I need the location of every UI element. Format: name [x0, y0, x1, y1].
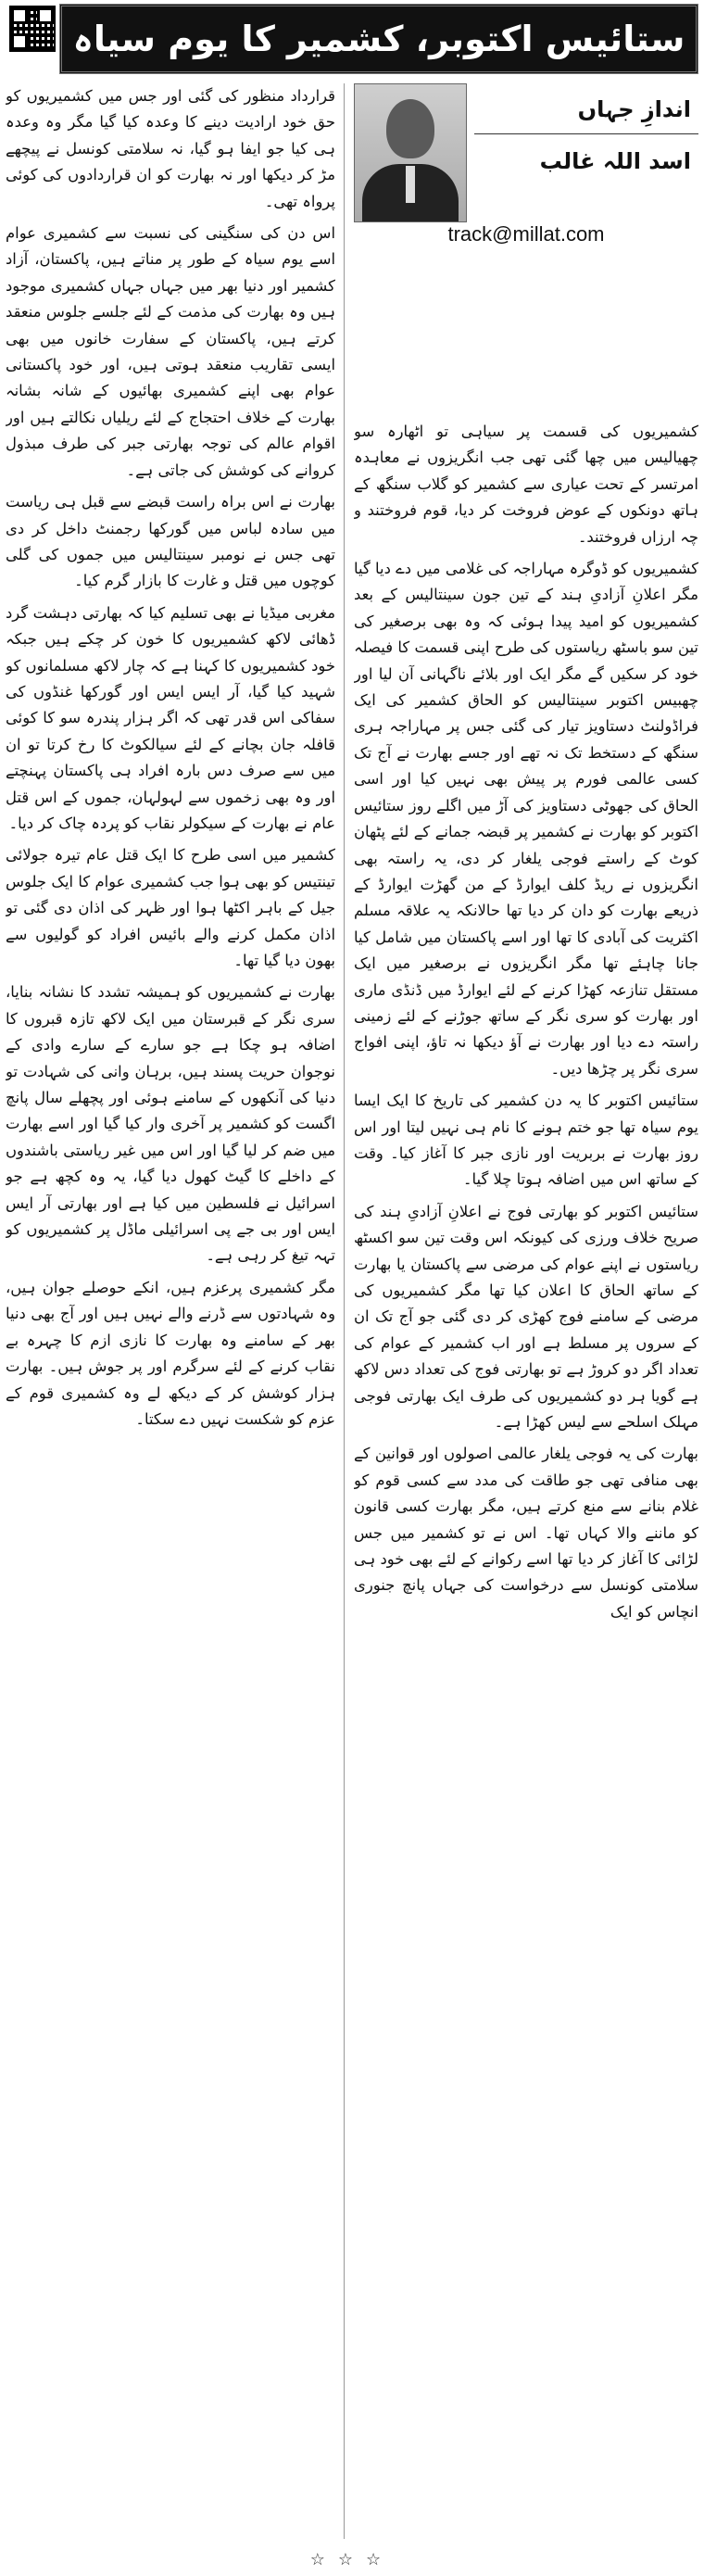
paragraph: مغربی میڈیا نے بھی تسلیم کیا کہ بھارتی دہشت گرد ڈھائی لاکھ کشمیریوں کا خون کر چکے ہیں جبکہ خود کشمیریوں کا کہنا ہے کہ چار لاکھ مسلمانوں کو شہید کیا گیا، آر ایس ایس اور گورکھا غنڈوں کی سفاکی اس قدر تھی کہ اگر ہزار پندرہ سو کا کوئی قافلہ جان بچانے کے لئے سیالکوٹ کا رخ کرتا تو ان میں سے صرف دس بارہ افراد ہی پاکستان پہنچتے اور وہ بھی زخموں سے لہولہان، جموں کے اس قتل عام نے بھارت کے سیکولر نقاب کو پردہ چاک کر دیا۔: [6, 603, 335, 832]
paragraph: بھارت نے کشمیریوں کو ہمیشہ تشدد کا نشانہ بنایا، سری نگر کے قبرستان میں ایک لاکھ تازہ قبروں کا اضافہ ہو چکا ہے جو سارے کے سارے وادی کے نوجوان حریت پسند ہیں، برہان وانی کی شہادت تو دنیا کی آنکھوں کے سامنے ہوئی اور پچھلے سال پانچ اگست کو کشمیر پر آخری وار کیا گیا اور اسے بھارت میں ضم کر لیا گیا اور اس میں غیر ریاستی باشندوں کے داخلے کا گیٹ کھول دیا گیا، یہ وہ کچھ ہے جو اسرائیل نے فلسطین میں کیا ہے اور بھارتی آر ایس ایس اور بی جے پی اسرائیلی ماڈل پر کشمیریوں کو تہہ تیغ کر رہی ہے۔: [6, 983, 335, 1265]
paragraph: قرارداد منظور کی گئی اور جس میں کشمیریوں کو حق خود ارادیت دینے کا وعدہ کیا گیا مگر وہ وعدہ ہی کیا جو ایفا ہو گیا، نہ سلامتی کونسل نے پیچھے مڑ کر دیکھا اور نہ بھارت کو ان قراردادوں کی کوئی پرواہ تھی۔: [6, 87, 335, 210]
paragraph: ستائیس اکتوبر کا یہ دن کشمیر کی تاریخ کا ایک ایسا یوم سیاہ تھا جو ختم ہونے کا نام ہی نہیں لیتا اور اس روز بھارت نے بربریت اور نازی جبر کا آغاز کیا۔ وقت کے ساتھ اس میں اضافہ ہوتا چلا گیا۔: [354, 1092, 698, 1189]
end-ornament: ☆☆☆: [309, 2550, 395, 2570]
paragraph: کشمیریوں کی قسمت پر سیاہی تو اٹھارہ سو چھیالیس میں چھا گئی تھی جب انگریزوں نے معاہدہ امرتسر کے تحت عیاری سے کشمیر کو گلاب سنگھ کے ہاتھ دونکوں کے عوض فروخت کر دیا، قوم فروختند و چہ ارزاں فروختند۔: [354, 423, 698, 546]
column-divider: [344, 83, 345, 2539]
paragraph: اس دن کی سنگینی کی نسبت سے کشمیری عوام اسے یوم سیاہ کے طور پر مناتے ہیں، پاکستان، آزاد کشمیر اور دنیا بھر میں جہاں جہاں کشمیری موجود ہیں وہ بھارت کی مذمت کے لئے جلسے جلوس منعقد کرتے ہیں، پاکستان کے سفارت خانوں میں بھی ایسی تقاریب منعقد ہوتی ہیں، اور خود پاکستانی عوام بھی اپنے کشمیری بھائیوں کے شانہ بشانہ بھارت کے خلاف احتجاج کے لئے ریلیاں نکالتے ہیں اور اقوام عالم کی توجہ بھارتی جبر کی طرف مبذول کروانے کی کوشش کی جاتی ہے۔: [6, 224, 335, 479]
author-photo: [354, 83, 467, 222]
headline: ستائیس اکتوبر، کشمیر کا یوم سیاہ: [72, 19, 685, 59]
paragraph: کشمیر میں اسی طرح کا ایک قتل عام تیرہ جولائی تینتیس کو بھی ہوا جب کشمیری عوام کا ایک جلوس جیل کے باہر اکٹھا ہوا اور ظہر کی اذان دی گئی تو اذان مکمل کرنے والے بائیس افراد کو گولیوں سے بھون دیا گیا تھا۔: [6, 846, 335, 969]
qr-code: [9, 6, 56, 52]
paragraph: ستائیس اکتوبر کو بھارتی فوج نے اعلانِ آزادیِ ہند کی صریح خلاف ورزی کی کیونکہ اس وقت تین سو اکسٹھ ریاستوں نے اپنے عوام کی مرضی سے پاکستان یا بھارت کے ساتھ الحاق کا اعلان کیا تھا مگر کشمیریوں کی مرضی کے سامنے فوج کھڑی کر دی گئی جو آج تک ان کے سروں پر مسلط ہے اور اب کشمیر کے عوام کی تعداد اگر دو کروڑ ہے تو بھارتی فوج کی تعداد دس لاکھ ہے گویا ہر دو کشمیریوں کی طرف ایک بھارتی فوجی مہلک اسلحے سے لیس کھڑا ہے۔: [354, 1202, 698, 1432]
paragraph: بھارت کی یہ فوجی یلغار عالمی اصولوں اور قوانین کے بھی منافی تھی جو طاقت کی مدد سے کسی قوم کو غلام بنانے سے منع کرتے ہیں، مگر بھارت کسی قانون کو ماننے والا کہاں تھا۔ اس نے تو کشمیر میں جس لڑائی کا آغاز کر دیا تھا اسے رکوانے کے لئے بھی خود ہی سلامتی کونسل سے درخواست کی جہاں پانچ جنوری انچاس کو ایک: [354, 1445, 698, 1621]
article-column-left: [6, 83, 335, 2530]
paragraph: کشمیریوں کو ڈوگرہ مہاراجہ کی غلامی میں دے دیا گیا مگر اعلانِ آزادیِ ہند کے تین جون سینتالیس کے بعد کشمیریوں کو امید پیدا ہوئی کہ وہ بھی برصغیر کی تین سو باسٹھ ریاستوں کی طرح اپنی قسمت کا فیصلہ خود کر سکیں گے مگر ایک اور بلائے ناگہانی آن لیا اور چھبیس اکتوبر سینتالیس کو الحاق کشمیر کی ایک فراڈولنٹ دستاویز تیار کی گئی جس پر مہاراجہ ہری سنگھ کے دستخط تک نہ تھے اور جسے بھارت نے آج تک کسی عالمی فورم پر پیش بھی نہیں کیا اور اسی الحاق کی جھوٹی دستاویز کی آڑ میں اگلے روز ستائیس اکتوبر کو بھارت نے کشمیر پر قبضہ جمانے کے لئے پٹھان کوٹ کے راستے فوجی یلغار کر دی، یہ راستہ بھی انگریزوں نے ریڈ کلف ایوارڈ کے من گھڑت ایوارڈ کے ذریعے بھارت کو دان کر دیا تھا حالانکہ یہ علاقہ مسلم اکثریت کی آبادی کا تھا اور اسے پاکستان میں شامل کیا جانا چاہئے تھا مگر انگریزوں نے برصغیر میں ایک مستقل تنازعہ کھڑا کرنے کے لئے ایوارڈ میں ڈنڈی ماری اور بھارت کو سری نگر کے ساتھ جوڑنے کے لئے زمینی راستہ دے دیا اور بھارت نے آؤ دیکھا نہ تاؤ، اپنی افواج سری نگر پر چڑھا دیں۔: [354, 560, 698, 1078]
author-byline: [354, 83, 698, 408]
paragraph: بھارت نے اس براہ راست قبضے سے قبل ہی ریاست میں سادہ لباس میں گورکھا رجمنٹ داخل کر دی تھی جس نے نومبر سینتالیس میں جموں کی گلی کوچوں میں قتل و غارت کا بازار گرم کیا۔: [6, 493, 335, 590]
author-email[interactable]: track@millat.com: [447, 222, 605, 246]
article-column-right: [354, 419, 698, 2532]
author-name: اسد اللہ غالب: [539, 148, 691, 174]
byline-rule: [474, 133, 698, 134]
column-name: اندازِ جہاں: [577, 96, 691, 122]
paragraph: مگر کشمیری پرعزم ہیں، انکے حوصلے جوان ہیں، وہ شہادتوں سے ڈرنے والے نہیں ہیں اور آج بھی دنیا بھر کے سامنے وہ بھارت کا نازی ازم کا چہرہ بے نقاب کرنے کے لئے سرگرم اور پر جوش ہیں۔ بھارت ہزار کوشش کر کے دیکھ لے وہ کشمیری قوم کے عزم کو شکست نہیں دے سکتا۔: [6, 1278, 335, 1428]
headline-banner: [59, 4, 698, 74]
